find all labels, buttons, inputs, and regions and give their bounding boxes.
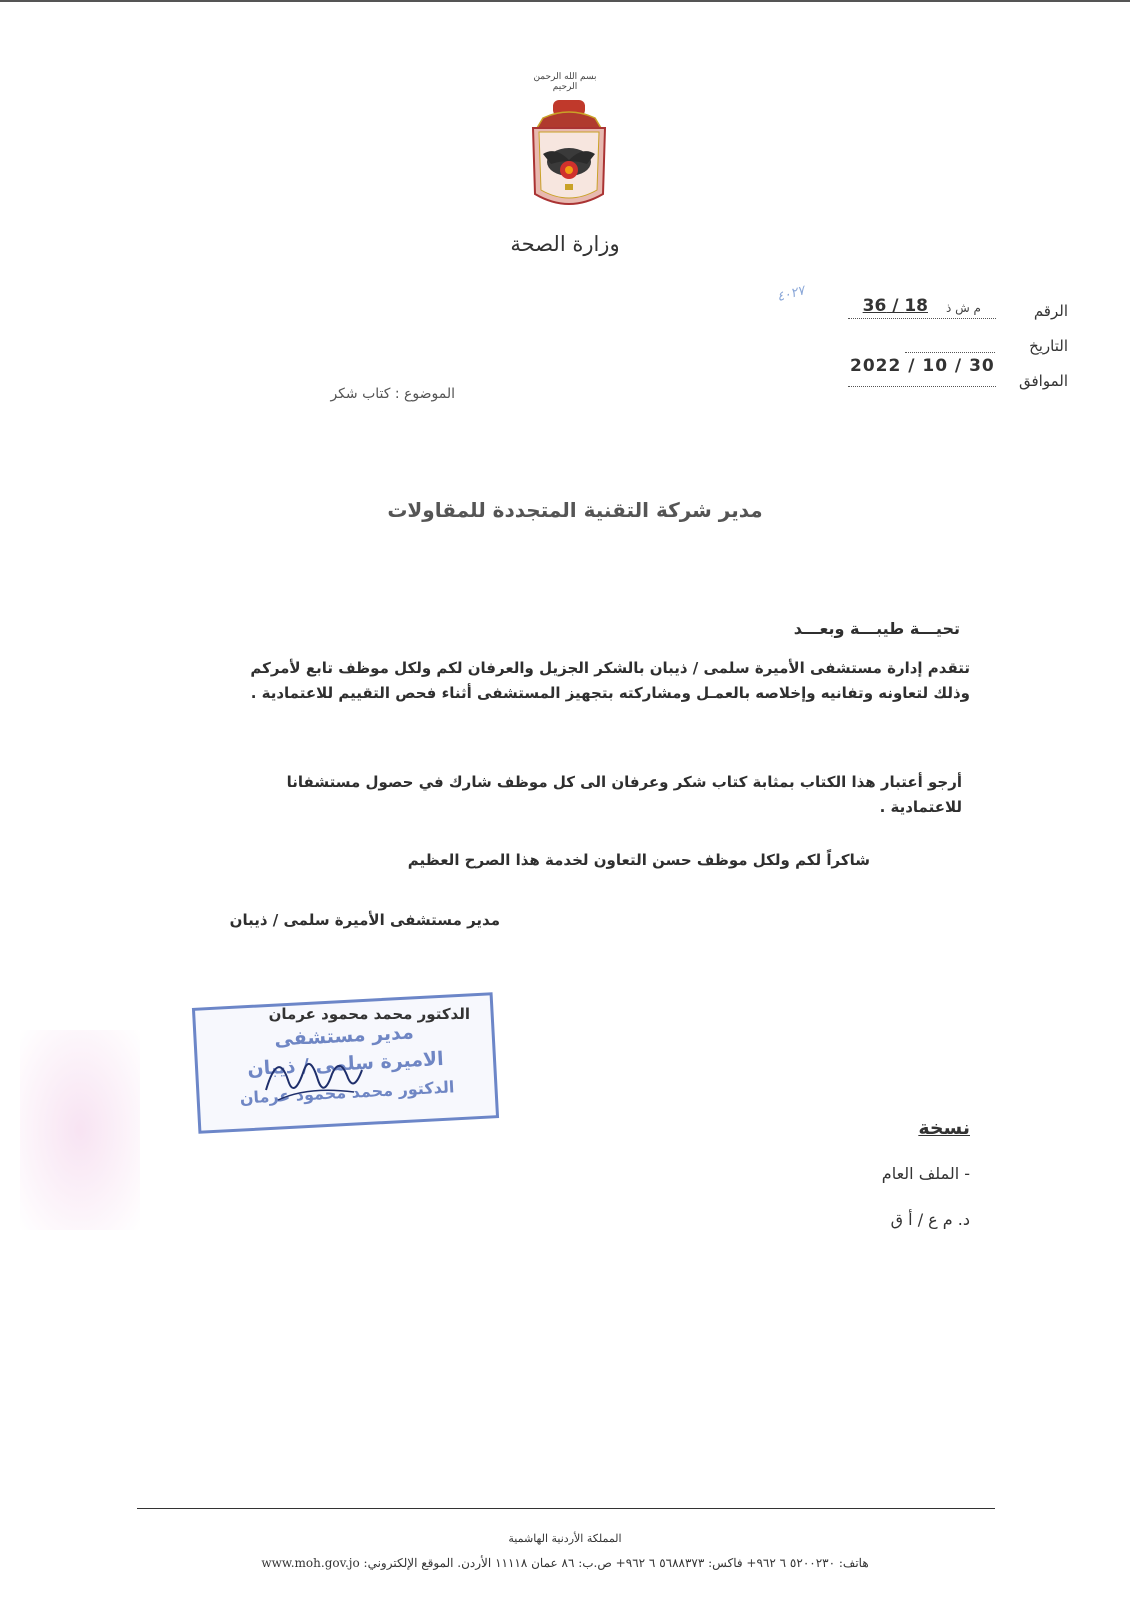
copy-item-1: - الملف العام (881, 1164, 970, 1183)
footer-contact: هاتف: ٥٢٠٠٢٣٠ ٦ ٩٦٢+ فاكس: ٥٦٨٨٣٧٣ ٦ ٩٦٢+ ص.ب: ٨٦ عمان ١١١١٨ الأردن. الموقع الإلكتروني: www.moh.gov.jo (261, 1556, 869, 1570)
stamp-line-1: مدير مستشفى (273, 1021, 415, 1051)
footer-country: المملكة الأردنية الهاشمية (508, 1532, 622, 1545)
ref-prefix: م ش ذ (945, 301, 981, 315)
handwritten-note: ٤٠٢٧ (775, 283, 807, 306)
ref-label: الرقم (1033, 302, 1068, 320)
signer-title: مدير مستشفى الأميرة سلمى / ذيبان (229, 911, 500, 929)
date-value: 2022 / 10 / 30 (850, 356, 995, 376)
closing-line: شاكراً لكم ولكل موظف حسن التعاون لخدمة هذا الصرح العظيم (407, 851, 870, 869)
greeting: تحيـــة طيبـــة وبعـــد (793, 619, 960, 638)
ministry-name: وزارة الصحة (510, 232, 620, 256)
copies-heading: نسخة (918, 1117, 970, 1139)
ink-smudge (20, 1030, 140, 1230)
date-dotted-line (905, 352, 995, 353)
recipient: مدير شركة التقنية المتجددة للمقاولات (387, 498, 763, 522)
copy-item-2: د. م ع / أ ق (890, 1210, 970, 1229)
subject: الموضوع : كتاب شكر (330, 386, 455, 402)
corresponding-dotted-line (848, 386, 996, 387)
signer-name: الدكتور محمد محمود عرمان (268, 1005, 470, 1023)
stamp-line-2: الاميرة سلمى / ذيبان (246, 1047, 445, 1081)
body-paragraph-2: أرجو أعتبار هذا الكتاب بمثابة كتاب شكر وعرفان الى كل موظف شارك في حصول مستشفانا للاعتمادية . (286, 773, 962, 816)
stamp-line-3: الدكتور محمد محمود عرمان (239, 1077, 455, 1108)
handwritten-signature (258, 1040, 368, 1110)
footer-divider (137, 1508, 995, 1509)
corresponding-label: الموافق (1018, 372, 1068, 390)
ref-number: 18 / 36 (862, 296, 928, 316)
body-paragraph-1: تتقدم إدارة مستشفى الأميرة سلمى / ذيبان بالشكر الجزيل والعرفان لكم ولكل موظف تابع لأمركم وذلك لتعاونه وتفانيه وإخلاصه بالعمـل ومشاركته بتجهيز المستشفى أثناء فحص التقييم للاعتمادية . (250, 659, 970, 702)
date-label: التاريخ (1029, 337, 1068, 355)
ref-dotted-line (848, 318, 996, 319)
coat-of-arms-icon (523, 98, 615, 216)
top-border (0, 0, 1130, 2)
basmala: بسم الله الرحمن الرحيم (533, 72, 597, 92)
